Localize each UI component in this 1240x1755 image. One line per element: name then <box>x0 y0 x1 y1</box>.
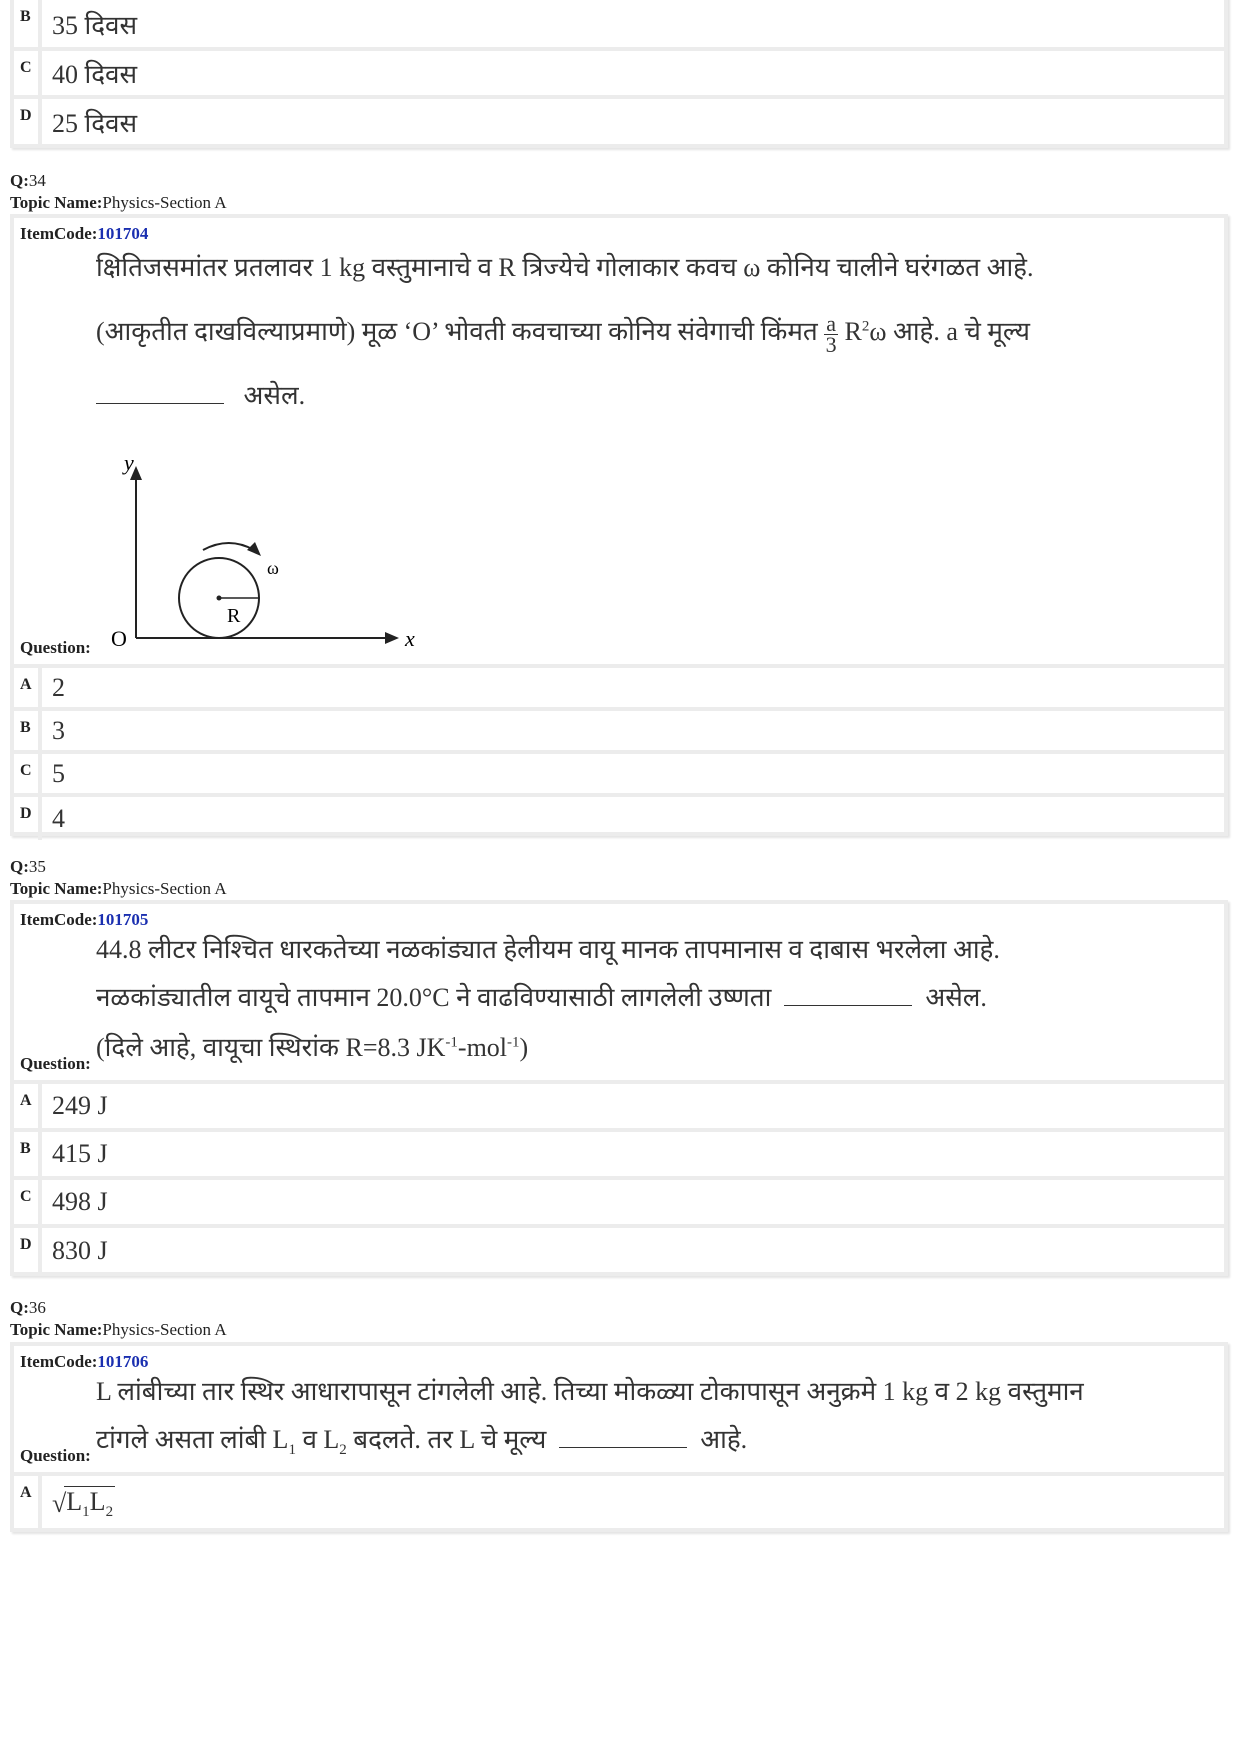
answer-blank <box>559 1425 687 1448</box>
question-line: 44.8 लीटर निश्चित धारकतेच्या नळकांड्यात हेलीयम वायू मानक तापमानास व दाबास भरलेला आहे. <box>96 935 1000 964</box>
question-box-36 <box>10 1342 1228 1532</box>
text: ) <box>519 1033 529 1062</box>
subscript: 2 <box>105 1504 114 1521</box>
topic-name: Physics-Section A <box>102 1320 227 1339</box>
item-code-value: 101704 <box>97 224 149 243</box>
topic-label: Topic Name: <box>10 879 103 898</box>
topic-label: Topic Name: <box>10 1320 103 1339</box>
option-text: 5 <box>52 758 65 788</box>
q-label: Q: <box>10 857 29 876</box>
question-label: Question: <box>20 638 91 657</box>
item-code-label: ItemCode: <box>20 1352 98 1371</box>
question-line <box>96 1028 1224 1064</box>
option-row[interactable] <box>14 1084 1224 1132</box>
radicand <box>64 1486 115 1521</box>
option-text: 3 <box>52 715 65 745</box>
x-arrow-icon <box>385 632 399 644</box>
answer-blank <box>784 983 912 1006</box>
question-text <box>14 248 1224 416</box>
option-row[interactable] <box>14 0 1224 51</box>
option-letter: A <box>14 668 42 707</box>
text: ω आहे. a चे मूल्य <box>869 317 1030 346</box>
question-line: L लांबीच्या तार स्थिर आधारापासून टांगलेली आहे. तिच्या मोकळ्या टोकापासून अनुक्रमे 1 kg व 2 kg वस्तुमान <box>96 1377 1084 1406</box>
option-letter: B <box>14 0 42 47</box>
item-code-value: 101705 <box>97 910 149 929</box>
answer-blank <box>96 381 224 404</box>
option-text <box>42 1476 1224 1532</box>
option-text: 498 J <box>52 1187 108 1216</box>
option-text: 40 दिवस <box>52 60 138 89</box>
option-row[interactable] <box>14 1476 1224 1532</box>
text: बदलते. तर L चे मूल्य <box>346 1425 547 1454</box>
item-code-label: ItemCode: <box>20 224 98 243</box>
q-label: Q: <box>10 171 29 190</box>
y-label: y <box>124 450 134 475</box>
item-code <box>14 218 1224 244</box>
question-header-35 <box>10 856 227 900</box>
subscript: 2 <box>339 1442 347 1459</box>
item-code-label: ItemCode: <box>20 910 98 929</box>
origin-label: O <box>111 626 127 651</box>
question-label: Question: <box>20 1054 91 1073</box>
question-box-34 <box>10 214 1228 836</box>
option-letter: A <box>14 1084 42 1128</box>
option-letter: D <box>14 99 42 144</box>
option-letter: C <box>14 1180 42 1224</box>
subscript: 1 <box>82 1504 90 1521</box>
text: -mol <box>457 1033 508 1062</box>
question-line <box>96 1420 1224 1459</box>
question-row <box>14 930 1224 1084</box>
topic-name: Physics-Section A <box>102 193 227 212</box>
radius-label: R <box>227 605 241 627</box>
sqrt-icon: √ <box>52 1489 67 1518</box>
numerator: a <box>826 310 836 336</box>
question-number: 35 <box>28 857 46 876</box>
question-text <box>14 1372 1224 1459</box>
topic-name: Physics-Section A <box>102 879 227 898</box>
question-line <box>96 368 1224 416</box>
topic-label: Topic Name: <box>10 193 103 212</box>
option-letter: B <box>14 1132 42 1176</box>
question-row <box>14 1372 1224 1476</box>
option-letter: D <box>14 797 42 840</box>
text: आहे. <box>700 1425 748 1454</box>
text: L <box>89 1487 106 1517</box>
item-code-value: 101706 <box>97 1352 149 1371</box>
question-number: 34 <box>28 171 46 190</box>
item-code <box>14 904 1224 930</box>
rotation-arc <box>203 543 254 550</box>
fraction <box>824 310 838 357</box>
option-text: 25 दिवस <box>52 108 138 138</box>
text: (आकृतीत दाखविल्याप्रमाणे) मूळ ‘O’ भोवती कवचाच्या कोनिय संवेगाची किंमत <box>96 317 818 346</box>
option-row[interactable] <box>14 797 1224 840</box>
item-code <box>14 1346 1224 1372</box>
text: (दिले आहे, वायूचा स्थिरांक R=8.3 JK <box>96 1033 446 1062</box>
option-row[interactable] <box>14 1228 1224 1274</box>
option-row[interactable] <box>14 1180 1224 1228</box>
x-label: x <box>405 626 415 651</box>
text: असेल. <box>243 381 306 410</box>
option-text: 415 J <box>52 1139 108 1168</box>
text: टांगले असता लांबी L <box>96 1425 289 1454</box>
option-row[interactable] <box>14 51 1224 99</box>
superscript: -1 <box>507 1034 520 1051</box>
option-letter: B <box>14 711 42 750</box>
option-letter: D <box>14 1228 42 1274</box>
superscript: 2 <box>861 318 870 335</box>
option-text: 4 <box>52 803 65 833</box>
option-letter: C <box>14 754 42 793</box>
question-number: 36 <box>28 1298 46 1317</box>
option-text: 2 <box>52 672 65 702</box>
question-line <box>96 300 1224 368</box>
text: नळकांड्यातील वायूचे तापमान 20.0°C ने वाढविण्यासाठी लागलेली उष्णता <box>96 983 772 1012</box>
prev-question-options <box>10 0 1228 148</box>
text: असेल. <box>925 983 987 1012</box>
question-line: क्षितिजसमांतर प्रतलावर 1 kg वस्तुमानाचे व R त्रिज्येचे गोलाकार कवच ω कोनिय चालीने घरंगळत आहे. <box>96 253 1034 282</box>
option-text: 249 J <box>52 1091 108 1120</box>
option-text: 35 दिवस <box>52 10 138 40</box>
option-row[interactable] <box>14 711 1224 754</box>
rotation-arrow-icon <box>247 542 261 556</box>
q-label: Q: <box>10 1298 29 1317</box>
question-row <box>14 248 1224 668</box>
text: व L <box>295 1425 340 1454</box>
option-text: 830 J <box>52 1236 108 1265</box>
question-box-35 <box>10 900 1228 1276</box>
option-letter: C <box>14 51 42 95</box>
option-row[interactable] <box>14 99 1224 144</box>
superscript: -1 <box>445 1034 458 1051</box>
question-label: Question: <box>20 1446 91 1465</box>
option-row[interactable] <box>14 754 1224 797</box>
option-letter: A <box>14 1476 42 1532</box>
option-row[interactable] <box>14 668 1224 711</box>
question-header-34 <box>10 170 227 214</box>
question-text <box>14 930 1224 1064</box>
question-header-36 <box>10 1297 227 1341</box>
text: L <box>66 1487 83 1517</box>
denominator: 3 <box>825 331 837 357</box>
rolling-shell-figure <box>99 438 439 658</box>
subscript: 1 <box>288 1442 296 1459</box>
question-line <box>96 978 1224 1028</box>
omega-label: ω <box>267 558 279 578</box>
text: R <box>844 317 862 346</box>
option-row[interactable] <box>14 1132 1224 1180</box>
